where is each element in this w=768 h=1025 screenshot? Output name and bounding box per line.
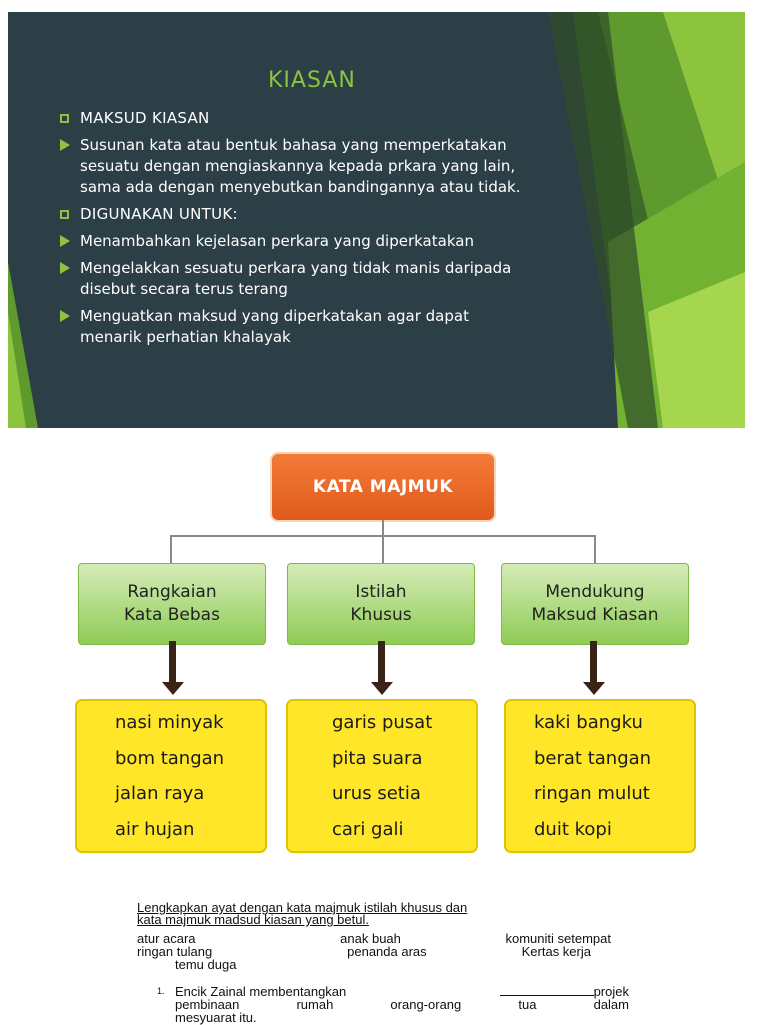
connector-line	[594, 535, 596, 563]
triangle-bullet-icon	[60, 139, 70, 151]
word-bank-row: temu duga	[175, 957, 237, 972]
bullet-heading: MAKSUD KIASAN	[60, 108, 580, 129]
answer-blank[interactable]	[500, 995, 594, 996]
example-word: duit kopi	[534, 818, 612, 840]
word-bank	[137, 932, 629, 971]
arrow-down-icon	[169, 641, 176, 683]
category-box-istilah: Istilah Khusus	[287, 563, 475, 645]
arrow-down-icon	[378, 641, 385, 683]
word-bank-row: atur acara anak buah komuniti setempat	[137, 931, 611, 946]
triangle-bullet-icon	[60, 235, 70, 247]
example-word: berat tangan	[534, 747, 652, 769]
example-box-kiasan	[504, 699, 696, 853]
kiasan-slide	[8, 12, 745, 428]
arrow-down-icon	[162, 682, 184, 695]
bullet-item: Menambahkan kejelasan perkara yang diperkatakan	[60, 231, 580, 252]
category-box-rangkaian: Rangkaian Kata Bebas	[78, 563, 266, 645]
question-number: 1.	[157, 986, 165, 996]
example-word: garis pusat	[332, 712, 433, 733]
example-word: kaki bangku	[534, 712, 643, 733]
word-bank-row: ringan tulang penanda aras Kertas kerja	[137, 944, 591, 959]
connector-line	[170, 535, 172, 563]
question-1: 1. Encik Zainal membentangkan projek pembinaan rumah orang-orang tua dalam mesyuarat itu.	[157, 984, 629, 1025]
example-box-istilah	[286, 699, 478, 853]
connector-line	[382, 520, 384, 536]
example-word: bom tangan	[115, 747, 225, 769]
slide-bullets	[60, 108, 580, 354]
arrow-down-icon	[590, 641, 597, 683]
example-word: ringan mulut	[534, 783, 650, 804]
example-word: jalan raya	[115, 783, 205, 804]
arrow-down-icon	[583, 682, 605, 695]
square-bullet-icon	[60, 114, 69, 123]
triangle-bullet-icon	[60, 310, 70, 322]
example-word: nasi minyak	[115, 712, 224, 733]
example-word: pita suara	[332, 747, 423, 769]
example-box-rangkaian	[75, 699, 267, 853]
worksheet-instruction: Lengkapkan ayat dengan kata majmuk istilah khusus dan kata majmuk madsud kiasan yang betul.	[137, 900, 468, 927]
connector-line	[382, 535, 384, 563]
example-word: cari gali	[332, 818, 404, 840]
example-word: air hujan	[115, 818, 195, 840]
category-box-kiasan: Mendukung Maksud Kiasan	[501, 563, 689, 645]
example-word: urus setia	[332, 783, 421, 804]
bullet-item: Susunan kata atau bentuk bahasa yang memperkatakan sesuatu dengan mengiaskannya kepada prkara yang lain, sama ada dengan menyebutkan bandingannya atau tidak.	[60, 135, 580, 198]
slide-title: KIASAN	[268, 68, 356, 93]
bullet-heading: DIGUNAKAN UNTUK:	[60, 204, 580, 225]
bullet-item: Menguatkan maksud yang diperkatakan agar dapat menarik perhatian khalayak	[60, 306, 580, 348]
arrow-down-icon	[371, 682, 393, 695]
triangle-bullet-icon	[60, 262, 70, 274]
kata-majmuk-root-box: KATA MAJMUK	[272, 454, 494, 520]
worksheet	[137, 902, 629, 1024]
square-bullet-icon	[60, 210, 69, 219]
bullet-item: Mengelakkan sesuatu perkara yang tidak manis daripada disebut secara terus terang	[60, 258, 580, 300]
